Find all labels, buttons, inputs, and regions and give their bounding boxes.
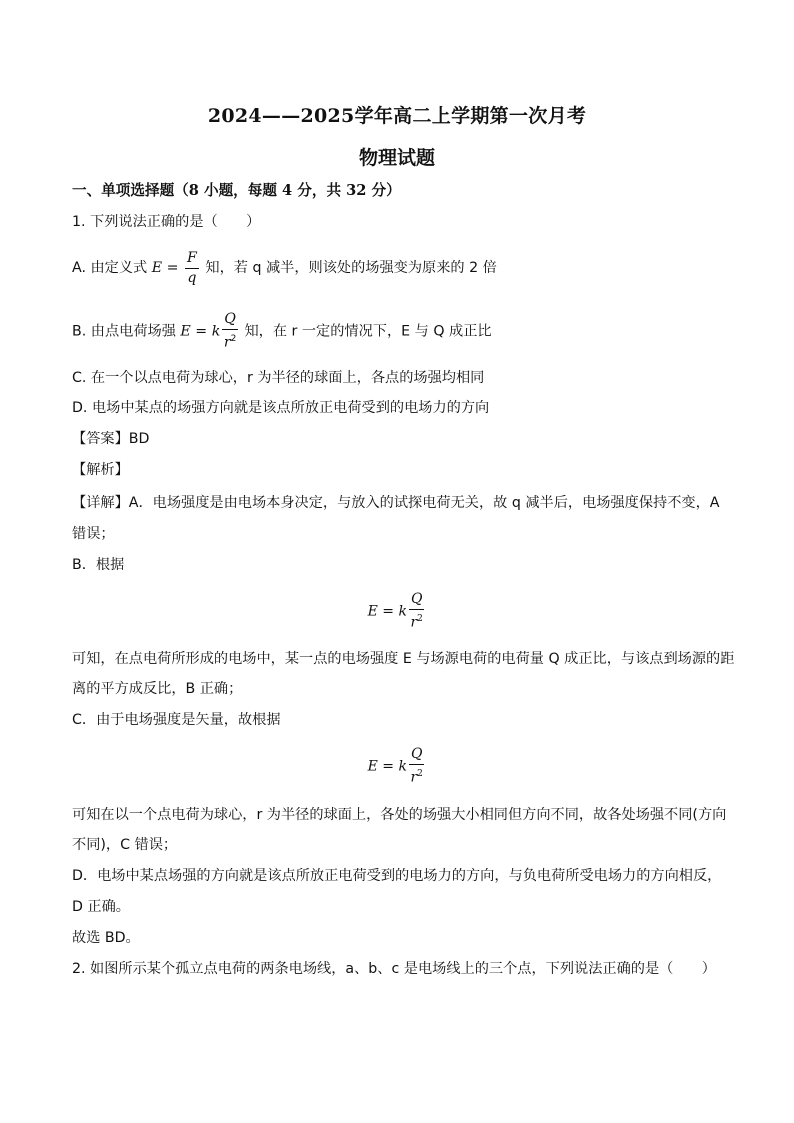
option-d: D. 电场中某点的场强方向就是该点所放正电荷受到的电场力的方向 [72, 400, 490, 416]
formula-k: k [398, 758, 407, 775]
detail-line-11: 故选 BD。 [72, 930, 140, 946]
option-b-prefix: B. 由点电荷场强 [72, 323, 176, 340]
detail-line-9: D．电场中某点场强的方向就是该点所放正电荷受到的电场力的方向，与负电荷所受电场力的方向相反， [72, 868, 722, 884]
fraction-denominator [409, 765, 424, 788]
formula-k: k [398, 603, 407, 620]
option-a-suffix: 知，若 q 减半，则该处的场强变为原来的 2 倍 [205, 260, 497, 276]
exponent: 2 [417, 614, 423, 624]
page-subtitle: 物理试题 [358, 147, 435, 169]
option-b-suffix: 知，在 r 一定的情况下，E 与 Q 成正比 [244, 323, 492, 340]
question-1-stem: 1. 下列说法正确的是（ ） [72, 214, 261, 230]
detail-line-7: 可知在以一个点电荷为球心，r 为半径的球面上，各处的场强大小相同但方向不同，故各处场强不同(方向 [72, 807, 727, 823]
section-heading: 一、单项选择题（8 小题，每题 4 分，共 32 分） [72, 182, 401, 199]
answer [72, 429, 149, 449]
formula-equals: = [377, 758, 399, 775]
formula-e: E [367, 758, 378, 775]
detail-line-5: 离的平方成反比，B 正确； [72, 681, 243, 697]
fraction-numerator: F [185, 249, 199, 269]
fraction-f-over-q [185, 249, 199, 288]
question-2-stem: 2. 如图所示某个孤立点电荷的两条电场线，a、b、c 是电场线上的三个点，下列说法正确的是（ ） [72, 961, 716, 977]
answer-value: BD [128, 431, 150, 447]
formula-equals: = [377, 603, 399, 620]
option-b [72, 310, 492, 353]
formula-e: E [180, 323, 191, 340]
exponent: 2 [230, 334, 237, 344]
formula-r: r [410, 769, 418, 786]
fraction-numerator: Q [222, 310, 238, 330]
fraction-denominator [222, 330, 238, 353]
detail-line-3: B．根据 [72, 557, 125, 573]
detail-line-6: C．由于电场强度是矢量，故根据 [72, 712, 281, 728]
detail-line-1: 【详解】A．电场强度是由电场本身决定，与放入的试探电荷无关，故 q 减半后，电场强度保持不变，A [72, 495, 720, 511]
fraction-q-over-r2 [409, 590, 424, 633]
page-title: 2024——2025学年高二上学期第一次月考 [207, 105, 587, 127]
formula-r: r [410, 614, 418, 631]
fraction-q-over-r2 [409, 745, 424, 788]
formula-block-2 [0, 745, 794, 788]
fraction-numerator: Q [409, 590, 424, 610]
formula-k: k [211, 323, 221, 340]
formula-equals: = [190, 323, 212, 340]
formula-block-1 [0, 590, 794, 633]
detail-line-8: 不同)，C 错误； [72, 837, 178, 853]
fraction-denominator: q [187, 269, 197, 286]
fraction-numerator: Q [409, 745, 424, 765]
detail-line-4: 可知，在点电荷所形成的电场中，某一点的电场强度 E 与场源电荷的电荷量 Q 成正比，与该点到场源的距 [72, 651, 735, 667]
formula-e: E [151, 260, 163, 276]
fraction-denominator [409, 610, 424, 633]
fraction-q-over-r2 [222, 310, 238, 353]
option-a [72, 248, 497, 288]
detail-line-2: 错误； [72, 526, 115, 542]
analysis-label: 【解析】 [72, 462, 129, 478]
answer-label: 【答案】 [72, 431, 129, 447]
formula-e: E [367, 603, 378, 620]
option-c: C. 在一个以点电荷为球心，r 为半径的球面上，各点的场强均相同 [72, 370, 485, 386]
exponent: 2 [417, 769, 423, 779]
detail-line-10: D 正确。 [72, 899, 130, 915]
formula-r: r [223, 334, 231, 351]
formula-equals: = [162, 260, 184, 276]
option-a-prefix: A. 由定义式 [72, 260, 148, 276]
